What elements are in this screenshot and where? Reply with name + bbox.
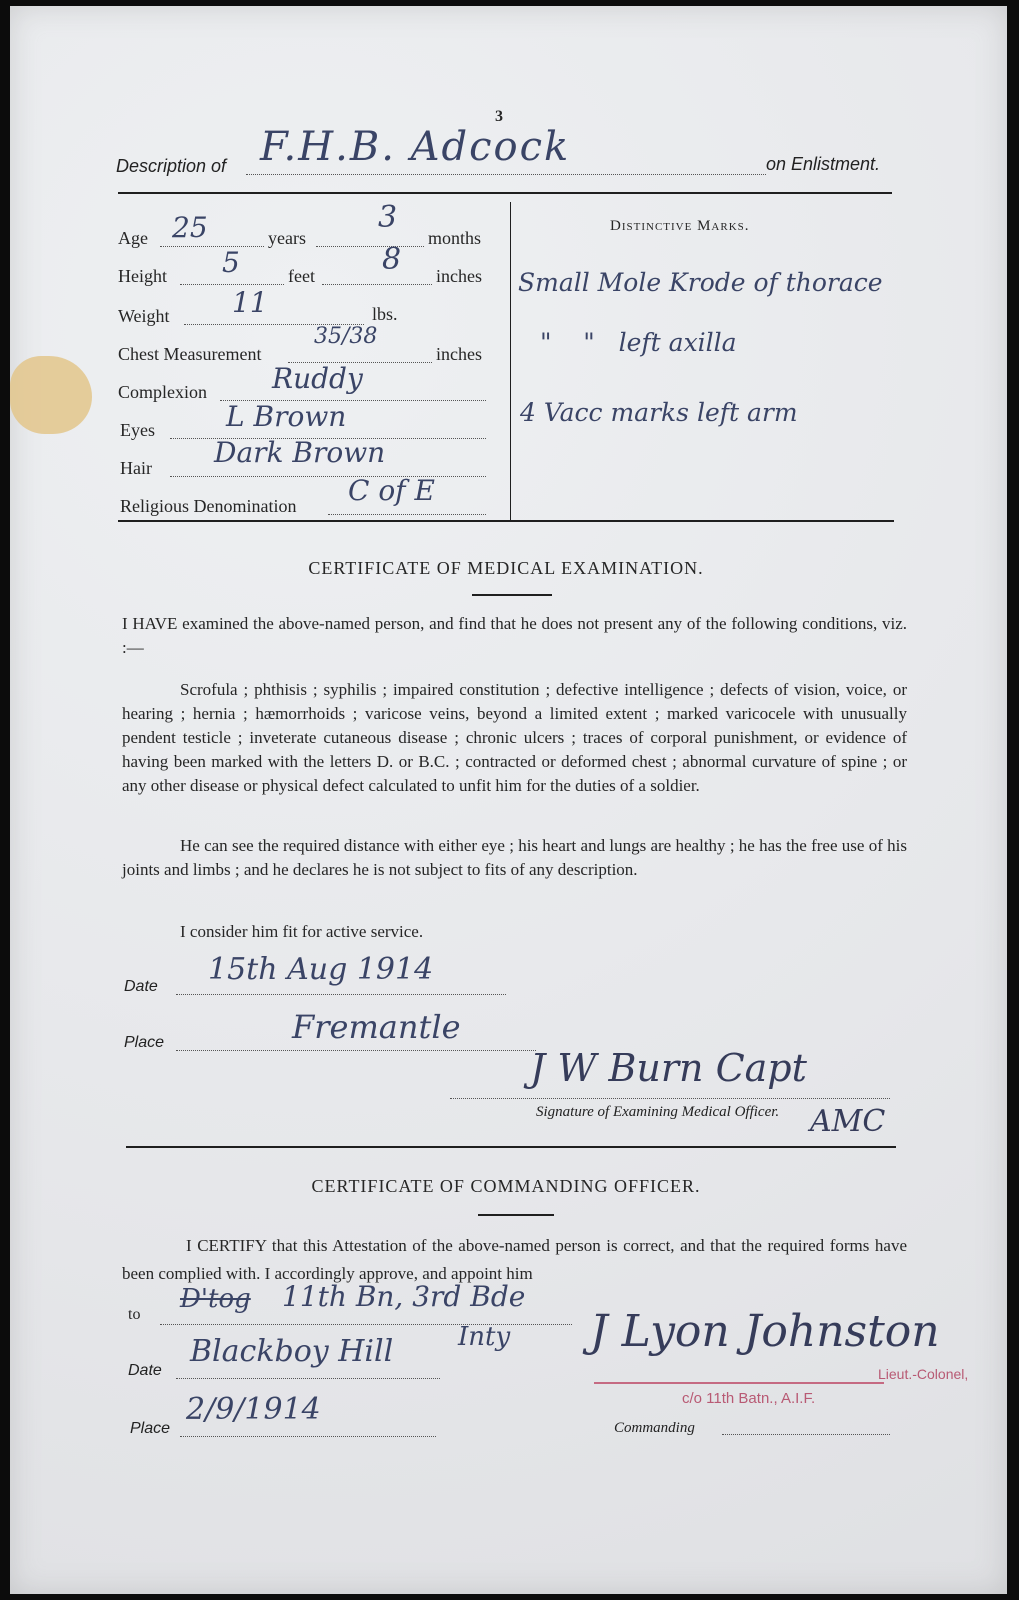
years-label: years xyxy=(268,228,306,248)
age-label: Age xyxy=(118,228,148,248)
commanding-to-value: 11th Bn, 3rd Bde xyxy=(282,1280,526,1313)
commanding-label: Commanding xyxy=(614,1420,695,1436)
inches-label: inches xyxy=(436,266,482,286)
medical-paragraph-1: I HAVE examined the above-named person, and find that he does not present any of the following conditions, viz. :— xyxy=(122,614,907,657)
age-months-value: 3 xyxy=(378,200,398,235)
commanding-officer-signature: J Lyon Johnston xyxy=(590,1306,940,1357)
enlistee-name: F.H.B. Adcock xyxy=(260,124,571,170)
commanding-to-label: to xyxy=(128,1306,141,1323)
chest-inches-label: inches xyxy=(436,344,482,364)
commanding-place-value: 2/9/1914 xyxy=(186,1392,321,1427)
attestation-page xyxy=(10,6,1007,1594)
commanding-line xyxy=(722,1422,890,1435)
commanding-date-value: Blackboy Hill xyxy=(190,1334,394,1369)
lbs-label: lbs. xyxy=(372,304,398,324)
weight-line xyxy=(184,306,364,325)
medical-bottom-rule xyxy=(126,1146,896,1148)
medical-signature-line xyxy=(450,1098,890,1099)
distinctive-marks-heading: Distinctive Marks. xyxy=(610,218,750,234)
feet-label: feet xyxy=(288,266,315,286)
complexion-value: Ruddy xyxy=(272,362,363,395)
age-months-line xyxy=(316,228,424,247)
header-rule xyxy=(118,192,892,194)
stamp-underline xyxy=(594,1382,884,1384)
complexion-label: Complexion xyxy=(118,382,207,402)
religion-value: C of E xyxy=(348,474,435,507)
distinctive-mark-line: 4 Vacc marks left arm xyxy=(520,398,798,427)
page-number: 3 xyxy=(495,108,503,125)
commanding-heading: CERTIFICATE OF COMMANDING OFFICER. xyxy=(311,1176,701,1196)
medical-heading: CERTIFICATE OF MEDICAL EXAMINATION. xyxy=(308,558,704,578)
medical-date-value: 15th Aug 1914 xyxy=(208,952,434,987)
months-label: months xyxy=(428,228,482,248)
medical-paragraph-2: Scrofula ; phthisis ; syphilis ; impaired constitution ; defective intelligence ; defects of vision, voice, or hearing ; hernia ; hæmorrhoids ; varicose veins, beyond a limited extent ; marked varicocele with unusually pendent testicle ; inveterate cutaneous disease ; chronic ulcers ; traces of corporal punishment, or evidence of having been marked with the letters D. or B.C. ; contracted or deformed chest ; abnormal curvature of spine ; or any other disease or physical defect calculated to unfit him for the duties of a soldier. xyxy=(122,680,907,795)
medical-date-label: Date xyxy=(124,978,158,995)
eyes-value: L Brown xyxy=(226,400,347,433)
medical-officer-rank: AMC xyxy=(810,1104,886,1139)
commanding-to-value-2: Inty xyxy=(458,1322,511,1352)
stamp-unit: c/o 11th Batn., A.I.F. xyxy=(682,1390,816,1407)
commanding-paragraph: I CERTIFY that this Attestation of the above-named person is correct, and that the required forms have been complied with. I accordingly approve, and appoint him xyxy=(122,1236,907,1283)
medical-place-value: Fremantle xyxy=(292,1008,461,1046)
stamp-rank: Lieut.-Colonel, xyxy=(878,1366,969,1382)
description-bottom-rule xyxy=(118,520,894,522)
commanding-date-label: Date xyxy=(128,1362,162,1379)
height-label: Height xyxy=(118,266,167,286)
height-inches-line xyxy=(322,266,432,285)
weight-label: Weight xyxy=(118,306,170,326)
medical-place-label: Place xyxy=(124,1034,165,1051)
medical-signature-caption: Signature of Examining Medical Officer. xyxy=(536,1104,780,1120)
height-inches-value: 8 xyxy=(382,242,402,277)
medical-heading-rule xyxy=(472,594,552,596)
hair-label: Hair xyxy=(120,458,152,478)
header-suffix: on Enlistment. xyxy=(766,154,881,174)
commanding-place-label: Place xyxy=(130,1420,171,1437)
commanding-heading-rule xyxy=(478,1214,554,1216)
medical-officer-signature: J W Burn Capt xyxy=(530,1046,807,1090)
distinctive-mark-line: " " left axilla xyxy=(540,328,737,357)
chest-value: 35/38 xyxy=(314,324,378,349)
age-years-value: 25 xyxy=(172,211,208,244)
hair-value: Dark Brown xyxy=(214,436,386,469)
column-divider xyxy=(510,202,511,522)
chest-label: Chest Measurement xyxy=(118,344,262,364)
header-prefix: Description of xyxy=(116,156,227,176)
weight-value: 11 xyxy=(232,286,268,319)
distinctive-mark-line: Small Mole Krode of thorace xyxy=(518,268,883,297)
medical-paragraph-4: I consider him fit for active service. xyxy=(180,922,424,941)
medical-paragraph-3: He can see the required distance with either eye ; his heart and lungs are healthy ; he has the free use of his joints and limbs ; and he declares he is not subject to fits of any description. xyxy=(122,836,907,879)
religion-label: Religious Denomination xyxy=(120,496,297,516)
commanding-to-struck: D'tog xyxy=(180,1284,251,1314)
eyes-label: Eyes xyxy=(120,420,155,440)
height-feet-value: 5 xyxy=(222,246,240,279)
paper-stain xyxy=(10,356,92,434)
